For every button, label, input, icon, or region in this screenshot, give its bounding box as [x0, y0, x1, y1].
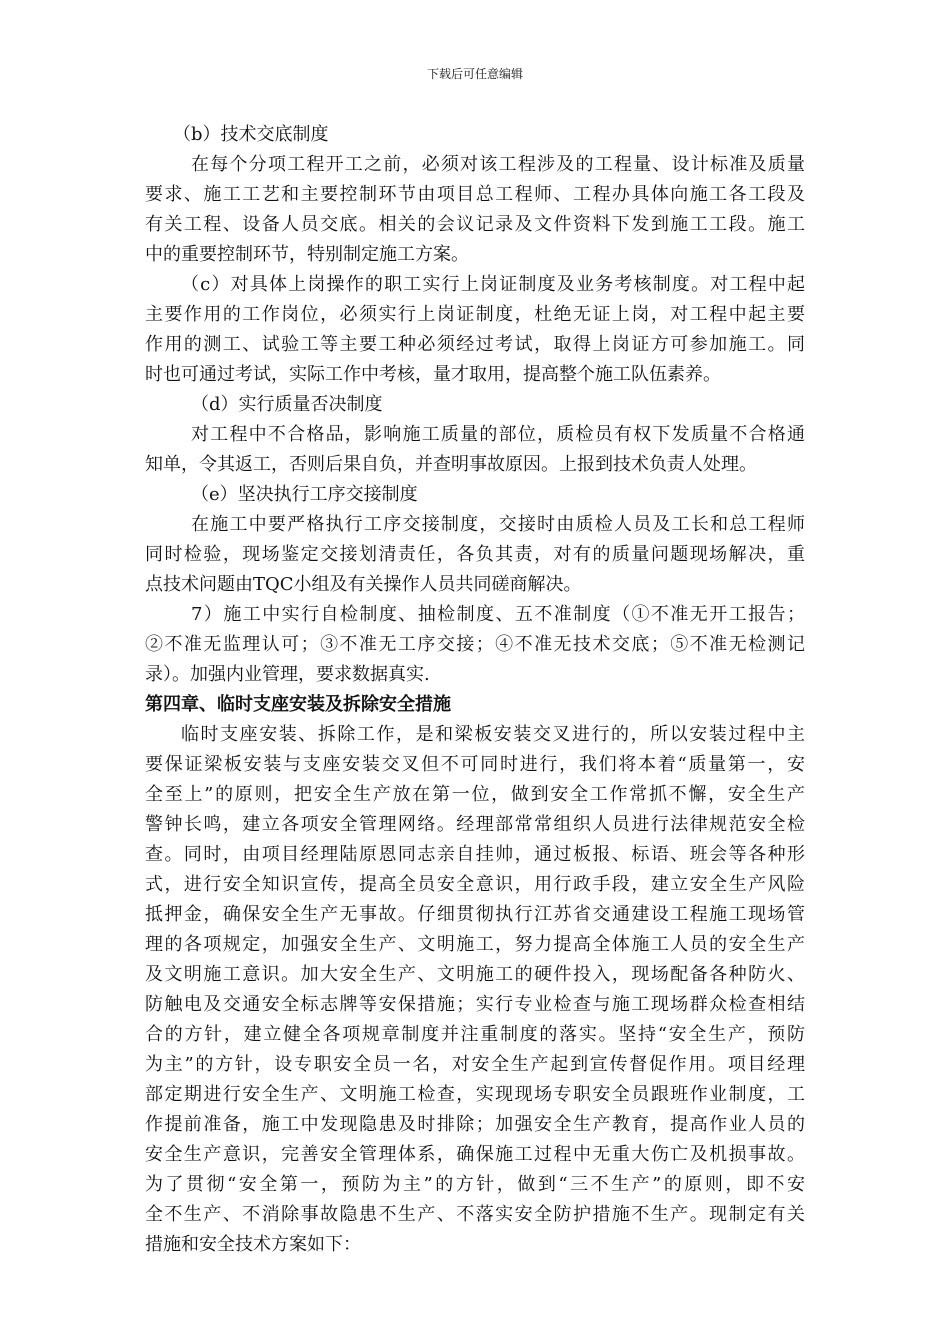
- text-line: 点技术问题由TQC小组及有关操作人员共同磋商解决。: [145, 574, 582, 595]
- chapter-heading: 第四章、临时支座安装及拆除安全措施: [145, 694, 451, 715]
- text-line: 为主”的方针，设专职安全员一名，对安全生产起到宣传督促作用。项目经理: [145, 1054, 805, 1075]
- text-line: 时也可通过考试，实际工作中考核，量才取用，提高整个施工队伍素养。: [145, 364, 721, 385]
- text-line: 警钟长鸣，建立各项安全管理网络。经理部常常组织人员进行法律规范安全检: [145, 814, 805, 835]
- text-line: 及文明施工意识。加大安全生产、文明施工的硬件投入，现场配备各种防火、: [145, 964, 805, 985]
- text-line: 临时支座安装、拆除工作，是和梁板安装交叉进行的，所以安装过程中主: [181, 724, 805, 745]
- text-line: 合的方针，建立健全各项规章制度并注重制度的落实。坚持“安全生产，预防: [145, 1024, 805, 1045]
- text-line: 查。同时，由项目经理陆原恩同志亲自挂帅，通过板报、标语、班会等各种形: [145, 844, 805, 865]
- text-line: （d）实行质量否决制度: [191, 394, 383, 415]
- text-line: 主要作用的工作岗位，必须实行上岗证制度，杜绝无证上岗，对工程中起主要: [145, 304, 805, 325]
- text-line: 中的重要控制环节，特别制定施工方案。: [145, 244, 469, 265]
- text-line: 同时检验，现场鉴定交接划清责任，各负其责，对有的质量问题现场解决，重: [145, 544, 805, 565]
- text-line: 知单，令其返工，否则后果自负，并查明事故原因。上报到技术负责人处理。: [145, 454, 757, 475]
- text-line: 为了贯彻“安全第一，预防为主”的方针，做到“三不生产”的原则，即不安: [145, 1174, 805, 1195]
- text-line: 作用的测工、试验工等主要工种必须经过考试，取得上岗证方可参加施工。同: [145, 334, 805, 355]
- text-line: 部定期进行安全生产、文明施工检查，实现现场专职安全员跟班作业制度，工: [145, 1084, 805, 1105]
- page-header: 下载后可任意编辑: [426, 67, 523, 81]
- text-line: 7）施工中实行自检制度、抽检制度、五不准制度（①不准无开工报告；: [191, 604, 805, 625]
- text-line: 在施工中要严格执行工序交接制度，交接时由质检人员及工长和总工程师: [191, 514, 805, 535]
- text-line: 作提前准备，施工中发现隐患及时排除；加强安全生产教育，提高作业人员的: [145, 1114, 805, 1135]
- text-line: 理的各项规定，加强安全生产、文明施工，努力提高全体施工人员的安全生产: [145, 934, 805, 955]
- text-line: （b）技术交底制度: [173, 124, 329, 145]
- text-line: 措施和安全技术方案如下：: [145, 1234, 361, 1255]
- text-line: 在每个分项工程开工之前，必须对该工程涉及的工程量、设计标准及质量: [191, 154, 805, 175]
- text-line: 有关工程、设备人员交底。相关的会议记录及文件资料下发到施工工段。施工: [145, 214, 805, 235]
- text-line: 录）。加强内业管理，要求数据真实.: [145, 664, 430, 685]
- text-line: ②不准无监理认可；③不准无工序交接；④不准无技术交底；⑤不准无检测记: [145, 634, 805, 655]
- text-line: 防触电及交通安全标志牌等安保措施；实行专业检查与施工现场群众检查相结: [145, 994, 805, 1015]
- text-line: 安全生产意识，完善安全管理体系，确保施工过程中无重大伤亡及机损事故。: [145, 1144, 805, 1165]
- text-line: 对工程中不合格品，影响施工质量的部位，质检员有权下发质量不合格通: [191, 424, 805, 445]
- text-line: 要保证梁板安装与支座安装交叉但不可同时进行，我们将本着“质量第一，安: [145, 754, 805, 775]
- text-line: 要求、施工工艺和主要控制环节由项目总工程师、工程办具体向施工各工段及: [145, 184, 805, 205]
- text-line: 全至上”的原则，把安全生产放在第一位，做到安全工作常抓不懈，安全生产: [145, 784, 805, 805]
- text-line: （c）对具体上岗操作的职工实行上岗证制度及业务考核制度。对工程中起: [181, 274, 805, 295]
- document-body: [145, 120, 805, 1260]
- text-line: 全不生产、不消除事故隐患不生产、不落实安全防护措施不生产。现制定有关: [145, 1204, 805, 1225]
- text-line: （e）坚决执行工序交接制度: [191, 484, 418, 505]
- text-line: 抵押金，确保安全生产无事故。仔细贯彻执行江苏省交通建设工程施工现场管: [145, 904, 805, 925]
- text-line: 式，进行安全知识宣传，提高全员安全意识，用行政手段，建立安全生产风险: [145, 874, 805, 895]
